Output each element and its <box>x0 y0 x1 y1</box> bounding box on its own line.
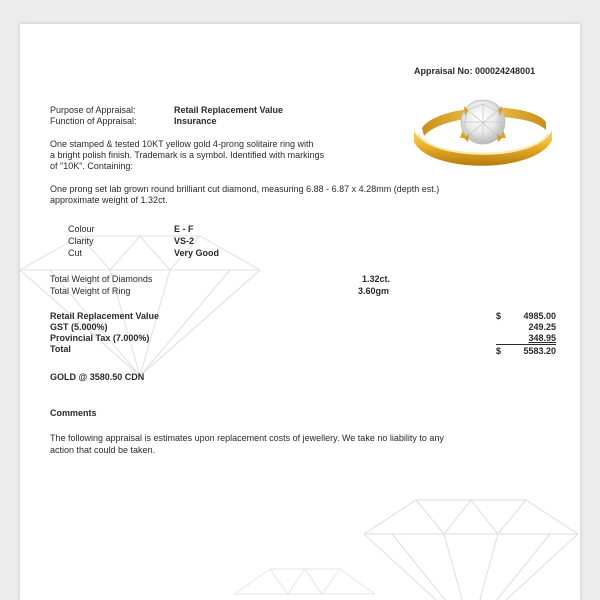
total-currency: $ <box>496 346 502 356</box>
appraisal-certificate <box>20 24 580 600</box>
purpose-label: Purpose of Appraisal: <box>50 105 136 115</box>
diamond-watermark-left <box>20 230 270 380</box>
description-line-3: of "10K". Containing: <box>50 161 133 171</box>
cut-value: Very Good <box>174 248 220 258</box>
cut-label: Cut <box>68 248 83 258</box>
retail-value-currency: $ <box>496 311 502 321</box>
diamonds-weight-label: Total Weight of Diamonds <box>50 274 153 284</box>
appraisal-number: Appraisal No: 000024248001 <box>414 66 536 76</box>
diamond-watermark-bottom-right <box>356 492 580 600</box>
provincial-tax-amount: 348.95 <box>528 333 556 343</box>
retail-value-amount: 4985.00 <box>523 311 556 321</box>
function-label: Function of Appraisal: <box>50 116 137 126</box>
total-amount: 5583.20 <box>523 346 556 356</box>
colour-label: Colour <box>68 224 95 234</box>
provincial-tax-label: Provincial Tax (7.000%) <box>50 333 150 343</box>
description-line-2: a bright polish finish. Trademark is a symbol. Identified with markings <box>50 150 325 160</box>
clarity-label: Clarity <box>68 236 94 246</box>
diamonds-weight-value: 1.32ct. <box>362 274 391 284</box>
function-value: Insurance <box>174 116 217 126</box>
retail-value-label: Retail Replacement Value <box>50 311 160 321</box>
clarity-value: VS-2 <box>174 236 195 246</box>
diamond-description-line-1: One prong set lab grown round brilliant cut diamond, measuring 6.88 - 6.87 x 4.28mm (depth est.) <box>50 184 440 194</box>
total-divider <box>496 344 556 345</box>
diamond-description-line-2: approximate weight of 1.32ct. <box>50 195 168 205</box>
diamond-watermark-bottom-left <box>230 564 380 600</box>
comments-title: Comments <box>50 408 97 418</box>
ring-weight-label: Total Weight of Ring <box>50 286 131 296</box>
gst-amount: 249.25 <box>528 322 556 332</box>
comments-line-1: The following appraisal is estimates upon replacement costs of jewellery. We take no liability to any <box>50 433 444 443</box>
ring-weight-value: 3.60gm <box>358 286 390 296</box>
gst-label: GST (5.000%) <box>50 322 108 332</box>
description-line-1: One stamped & tested 10KT yellow gold 4-prong solitaire ring with <box>50 139 314 149</box>
purpose-value: Retail Replacement Value <box>174 105 284 115</box>
comments-line-2: action that could be taken. <box>50 445 156 455</box>
colour-value: E - F <box>174 224 194 234</box>
gold-rate: GOLD @ 3580.50 CDN <box>50 372 145 382</box>
gold-solitaire-ring-image <box>408 86 558 176</box>
total-label: Total <box>50 344 71 354</box>
